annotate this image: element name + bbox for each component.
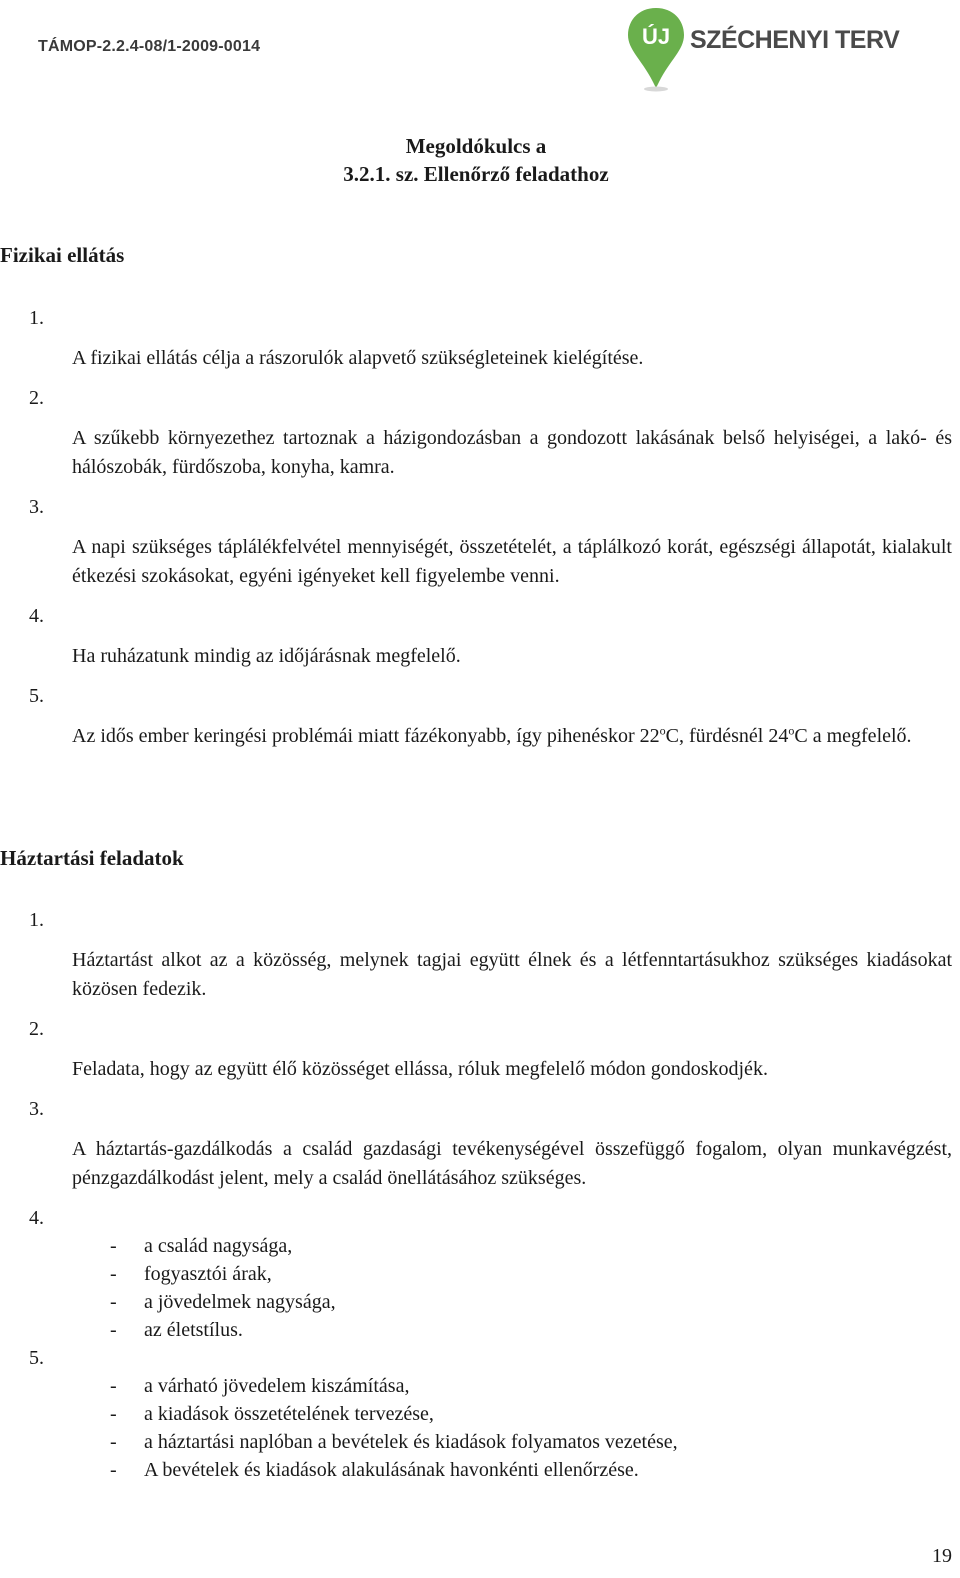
question-number: 5. (29, 685, 44, 707)
szechenyi-terv-logo (626, 6, 900, 92)
question-number: 4. (29, 1207, 44, 1229)
page-number: 19 (932, 1545, 952, 1567)
degree-superscript: o (659, 723, 666, 738)
list-item: a család nagysága, (144, 1235, 293, 1257)
question-number: 4. (29, 605, 44, 627)
list-bullet: - (110, 1291, 117, 1313)
project-code: TÁMOP-2.2.4-08/1-2009-0014 (38, 38, 261, 55)
list-item: a várható jövedelem kiszámítása, (144, 1375, 410, 1397)
question-number: 3. (29, 496, 44, 518)
list-bullet: - (110, 1263, 117, 1285)
list-item: a kiadások összetételének tervezése, (144, 1403, 434, 1425)
answer-text: Háztartást alkot az a közösség, melynek tagjai együtt élnek és a létfenntartásukhoz szükséges kiadásokat közösen fedezik. (72, 949, 952, 1000)
list-bullet: - (110, 1235, 117, 1257)
degree-superscript: o (788, 723, 795, 738)
answer-text-part: C a megfelelő. (794, 725, 912, 747)
title-line-1: Megoldókulcs a (405, 134, 547, 158)
answer-text: Ha ruházatunk mindig az időjárásnak megfelelő. (72, 645, 461, 667)
question-number: 1. (29, 307, 44, 329)
title-line-2: 3.2.1. sz. Ellenőrző feladathoz (343, 162, 609, 186)
answer-text: A fizikai ellátás célja a rászorulók alapvető szükségleteinek kielégítése. (72, 347, 644, 369)
logo-badge: ÚJ (641, 24, 671, 49)
map-pin-icon (626, 6, 690, 92)
answer-text: A háztartás-gazdálkodás a család gazdasági tevékenységével összefüggő fogalom, olyan munkavégzést, pénzgazdálkodást jelent, mely a család önellátásához szükséges. (72, 1138, 952, 1189)
answer-text-part: Az idős ember keringési problémái miatt fázékonyabb, így pihenéskor 22 (72, 725, 660, 747)
answer-text (72, 722, 952, 751)
answer-text: A szűkebb környezethez tartoznak a házigondozásban a gondozott lakásának belső helyiségei, a lakó- és hálószobák, fürdőszoba, konyha, kamra. (72, 427, 952, 478)
section-heading-household-tasks: Háztartási feladatok (0, 846, 184, 870)
answer-text: Feladata, hogy az együtt élő közösséget ellássa, róluk megfelelő módon gondoskodjék. (72, 1058, 768, 1080)
question-number: 5. (29, 1347, 44, 1369)
answer-text-part: C, fürdésnél 24 (665, 725, 789, 747)
list-item: fogyasztói árak, (144, 1263, 272, 1285)
question-number: 3. (29, 1098, 44, 1120)
list-item: az életstílus. (144, 1319, 243, 1341)
list-item: a háztartási naplóban a bevételek és kiadások folyamatos vezetése, (144, 1431, 678, 1453)
list-bullet: - (110, 1403, 117, 1425)
question-number: 1. (29, 909, 44, 931)
list-item: A bevételek és kiadások alakulásának havonkénti ellenőrzése. (144, 1459, 639, 1481)
section-heading-physical-care: Fizikai ellátás (0, 243, 125, 267)
logo-text: SZÉCHENYI TERV (690, 26, 900, 54)
list-bullet: - (110, 1431, 117, 1453)
list-bullet: - (110, 1319, 117, 1341)
list-item: a jövedelmek nagysága, (144, 1291, 336, 1313)
answer-text: A napi szükséges táplálékfelvétel mennyiségét, összetételét, a táplálkozó korát, egészségi állapotát, kialakult étkezési szokásokat, egyéni igényeket kell figyelembe venni. (72, 536, 952, 587)
question-number: 2. (29, 387, 44, 409)
list-bullet: - (110, 1459, 117, 1481)
question-number: 2. (29, 1018, 44, 1040)
list-bullet: - (110, 1375, 117, 1397)
